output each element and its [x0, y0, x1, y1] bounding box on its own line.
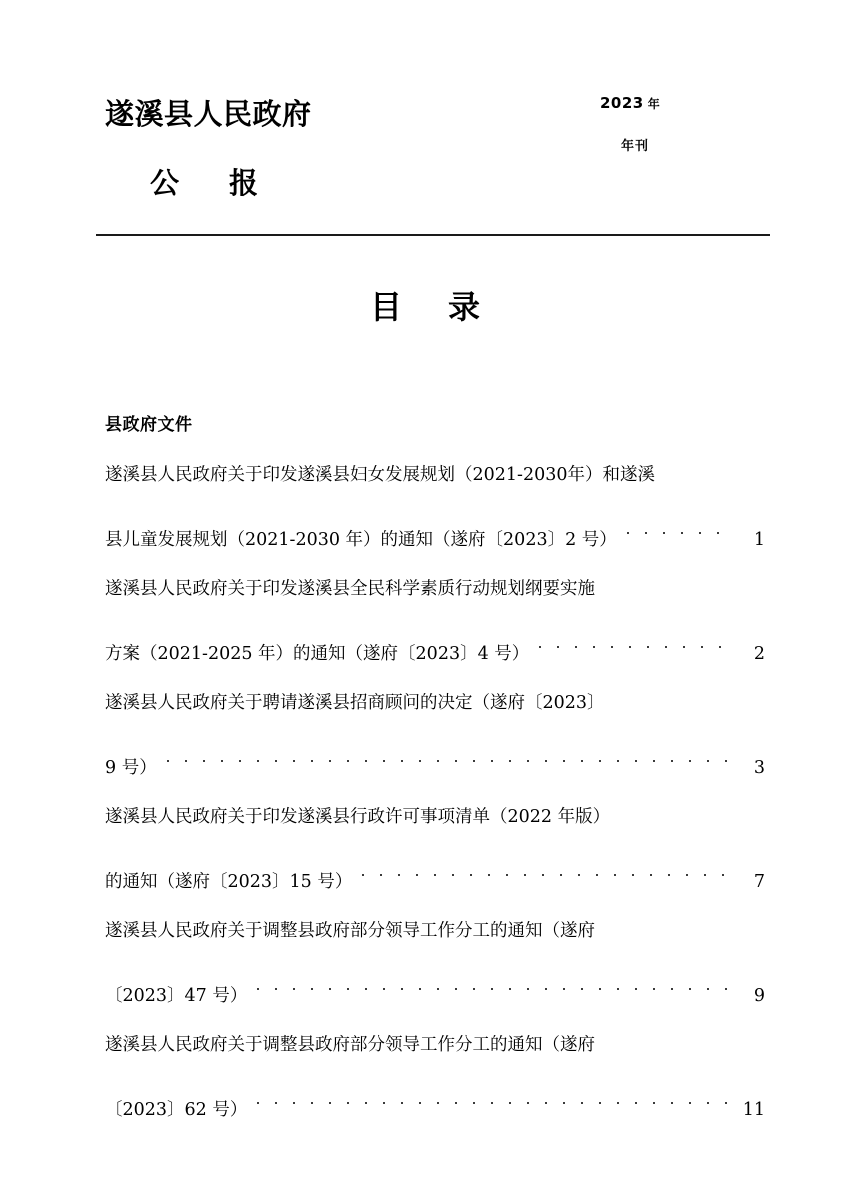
- toc-entry-text-line: [105, 1032, 765, 1058]
- publication-subtitle-char-1: 公: [150, 166, 180, 200]
- toc-entry-line: [105, 690, 765, 747]
- toc-entry-page-number: 3: [753, 758, 765, 778]
- toc-entry-text-line: [105, 690, 765, 716]
- toc-entry-text-line: [105, 576, 765, 602]
- toc-entry-line: [105, 1032, 765, 1089]
- toc-entry-line: [105, 462, 765, 519]
- toc-title: [0, 288, 850, 326]
- issue-frequency: 年刊: [621, 139, 650, 154]
- toc-entry-text: 遂溪县人民政府关于聘请遂溪县招商顾问的决定（遂府〔2023〕: [105, 693, 605, 713]
- toc-entry-final-line: [105, 633, 765, 690]
- toc-entry-text: 遂溪县人民政府关于印发遂溪县行政许可事项清单（2022 年版）: [105, 807, 611, 827]
- toc-entry-line: [105, 576, 765, 633]
- toc-entry-text-tail: 县儿童发展规划（2021-2030 年）的通知（遂府〔2023〕2 号）: [105, 530, 617, 550]
- toc-title-char-1: 目: [369, 288, 402, 326]
- toc-entry-text-line: [105, 804, 765, 830]
- toc-entry-text-tail: 方案（2021-2025 年）的通知（遂府〔2023〕4 号）: [105, 644, 530, 664]
- publication-title: 遂溪县人民政府: [105, 97, 312, 131]
- dot-leader: [627, 519, 735, 545]
- issue-year-number: 2023: [600, 94, 644, 112]
- toc-entry[interactable]: [105, 1032, 765, 1146]
- toc-entry-text: 遂溪县人民政府关于调整县政府部分领导工作分工的通知（遂府: [105, 921, 595, 941]
- toc-entry-text-line: [105, 918, 765, 944]
- toc-entry-text-tail: 〔2023〕62 号）: [105, 1100, 248, 1120]
- publication-subtitle-char-2: 报: [229, 166, 259, 200]
- issue-year-unit: 年: [647, 97, 661, 111]
- toc-entry[interactable]: [105, 462, 765, 576]
- toc-entry-line: [105, 804, 765, 861]
- toc-entry-page-number: 9: [753, 986, 765, 1006]
- toc-entry-final-line: [105, 861, 765, 918]
- dot-leader: [257, 975, 735, 1001]
- toc-entry[interactable]: [105, 804, 765, 918]
- toc-entry-text-tail: 的通知（遂府〔2023〕15 号）: [105, 872, 353, 892]
- toc-section-heading: 县政府文件: [105, 415, 193, 435]
- toc-entry-page-number: 11: [742, 1100, 765, 1120]
- dot-leader: [362, 861, 735, 887]
- toc-title-char-2: 录: [448, 288, 481, 326]
- toc-entry-list: [105, 462, 765, 1146]
- toc-entry-final-line: [105, 747, 765, 804]
- toc-entry-text-line: [105, 462, 765, 488]
- toc-entry-page-number: 2: [753, 644, 765, 664]
- dot-leader: [257, 1089, 735, 1115]
- publication-subtitle: [150, 166, 259, 200]
- dot-leader: [539, 633, 735, 659]
- toc-entry-text: 遂溪县人民政府关于印发遂溪县妇女发展规划（2021-2030年）和遂溪: [105, 465, 655, 485]
- toc-entry[interactable]: [105, 576, 765, 690]
- toc-entry-final-line: [105, 975, 765, 1032]
- toc-entry-text-tail: 9 号）: [105, 758, 157, 778]
- toc-entry-page-number: 1: [753, 530, 765, 550]
- issue-info: [600, 96, 780, 153]
- toc-entry-text: 遂溪县人民政府关于调整县政府部分领导工作分工的通知（遂府: [105, 1035, 595, 1055]
- toc-entry-text-tail: 〔2023〕47 号）: [105, 986, 248, 1006]
- masthead-divider: [96, 234, 770, 236]
- masthead: [0, 96, 850, 236]
- toc-entry[interactable]: [105, 918, 765, 1032]
- toc-entry-final-line: [105, 1089, 765, 1146]
- toc-entry-text: 遂溪县人民政府关于印发遂溪县全民科学素质行动规划纲要实施: [105, 579, 595, 599]
- toc-entry[interactable]: [105, 690, 765, 804]
- dot-leader: [167, 747, 735, 773]
- toc-entry-final-line: [105, 519, 765, 576]
- issue-year: [600, 96, 780, 111]
- toc-entry-line: [105, 918, 765, 975]
- toc-entry-page-number: 7: [753, 872, 765, 892]
